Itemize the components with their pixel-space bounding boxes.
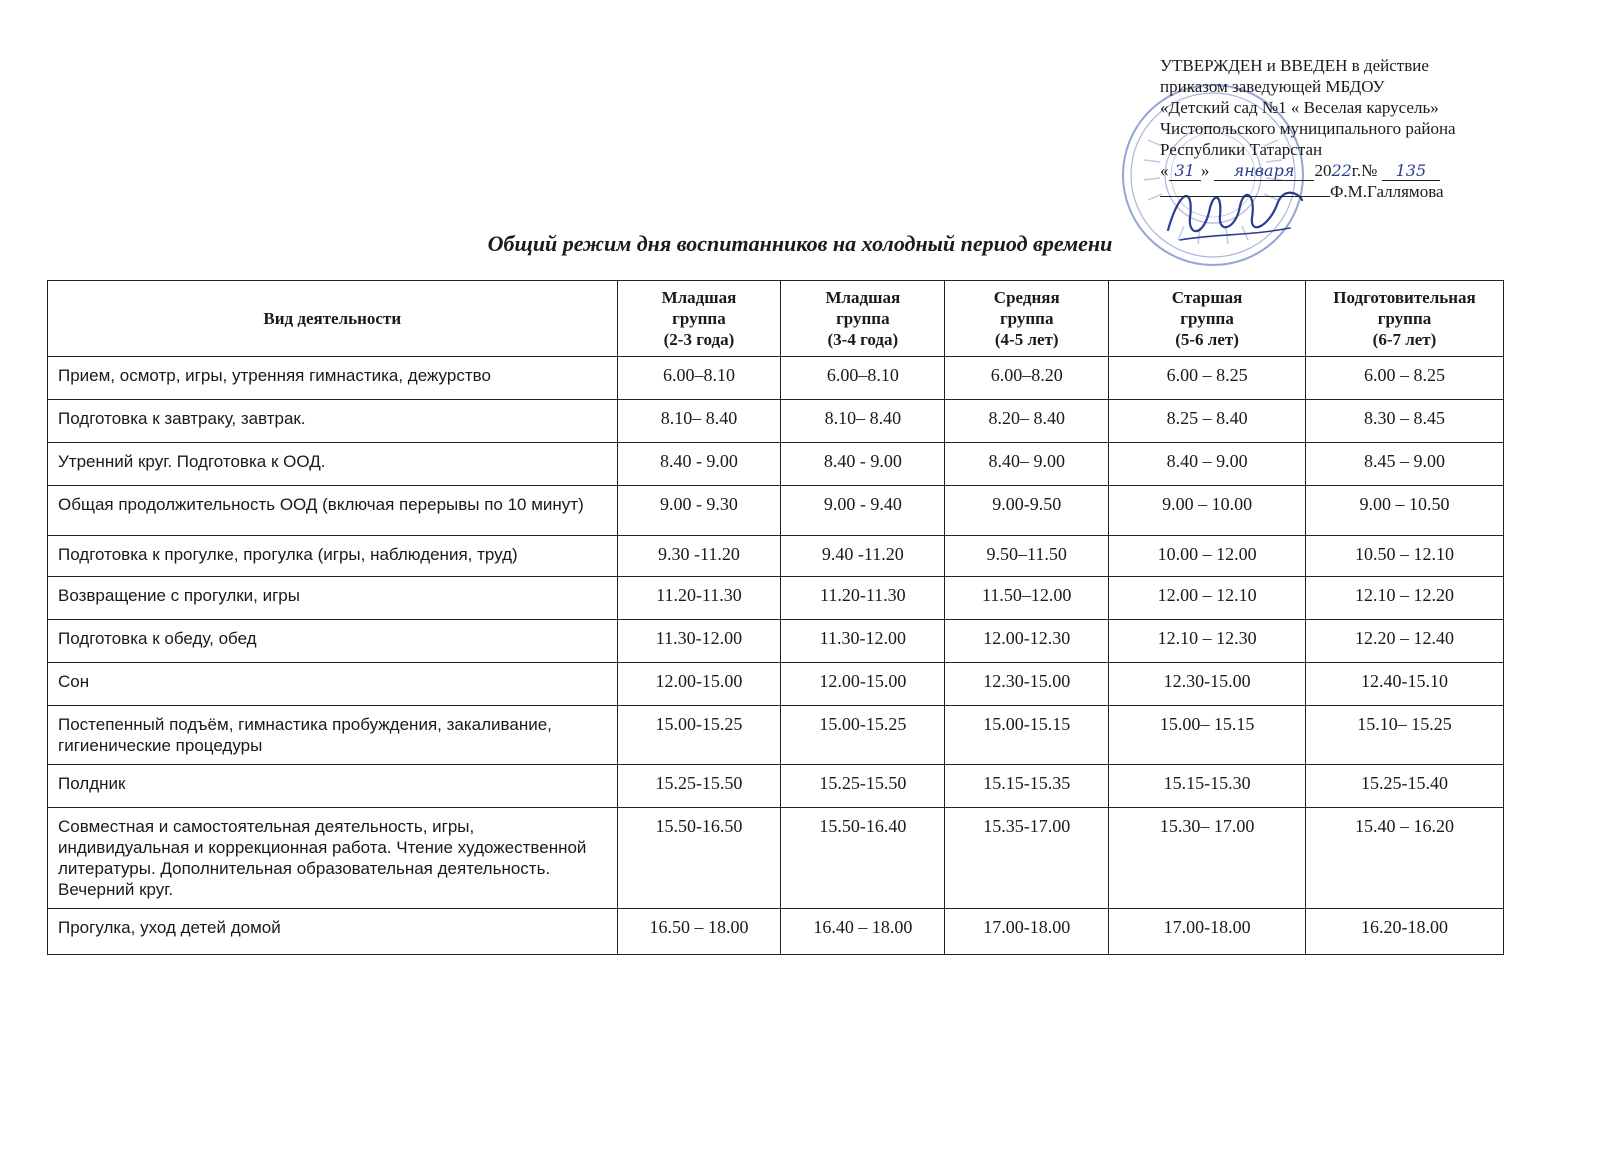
approval-line-2: приказом заведующей МБДОУ bbox=[1160, 77, 1385, 96]
time-cell: 8.25 – 8.40 bbox=[1109, 400, 1306, 443]
time-cell: 12.10 – 12.30 bbox=[1109, 620, 1306, 663]
time-cell: 9.00 – 10.00 bbox=[1109, 486, 1306, 536]
time-cell: 8.10– 8.40 bbox=[617, 400, 781, 443]
time-cell: 12.00-15.00 bbox=[617, 663, 781, 706]
document-title: Общий режим дня воспитанников на холодный период времени bbox=[487, 231, 1113, 256]
time-cell: 15.40 – 16.20 bbox=[1306, 808, 1504, 909]
approval-line-4: Чистопольского муниципального района bbox=[1160, 119, 1456, 138]
time-cell: 12.30-15.00 bbox=[1109, 663, 1306, 706]
time-cell: 15.50-16.40 bbox=[781, 808, 945, 909]
table-row bbox=[48, 909, 1504, 955]
time-cell: 12.00-12.30 bbox=[945, 620, 1109, 663]
activity-cell: Прогулка, уход детей домой bbox=[48, 909, 618, 955]
table-row bbox=[48, 536, 1504, 577]
time-cell: 15.10– 15.25 bbox=[1306, 706, 1504, 765]
time-cell: 11.50–12.00 bbox=[945, 577, 1109, 620]
header-row bbox=[48, 281, 1504, 357]
header-group-6-7: Подготовительная группа (6-7 лет) bbox=[1306, 281, 1504, 357]
table-row bbox=[48, 400, 1504, 443]
time-cell: 8.45 – 9.00 bbox=[1306, 443, 1504, 486]
time-cell: 12.00 – 12.10 bbox=[1109, 577, 1306, 620]
header-activity: Вид деятельности bbox=[48, 281, 618, 357]
time-cell: 10.00 – 12.00 bbox=[1109, 536, 1306, 577]
activity-cell: Утренний круг. Подготовка к ООД. bbox=[48, 443, 618, 486]
time-cell: 12.30-15.00 bbox=[945, 663, 1109, 706]
signature-blank bbox=[1160, 181, 1330, 197]
time-cell: 8.40– 9.00 bbox=[945, 443, 1109, 486]
time-cell: 15.25-15.50 bbox=[617, 765, 781, 808]
table-row bbox=[48, 486, 1504, 536]
approval-line-1: УТВЕРЖДЕН и ВВЕДЕН в действие bbox=[1160, 56, 1429, 75]
table-row bbox=[48, 620, 1504, 663]
time-cell: 16.20-18.00 bbox=[1306, 909, 1504, 955]
time-cell: 17.00-18.00 bbox=[945, 909, 1109, 955]
time-cell: 11.20-11.30 bbox=[617, 577, 781, 620]
time-cell: 9.00 – 10.50 bbox=[1306, 486, 1504, 536]
time-cell: 15.35-17.00 bbox=[945, 808, 1109, 909]
date-month: января bbox=[1214, 161, 1315, 181]
table-row bbox=[48, 663, 1504, 706]
year-tail: г.№ bbox=[1351, 161, 1378, 180]
time-cell: 15.00-15.25 bbox=[781, 706, 945, 765]
activity-cell: Прием, осмотр, игры, утренняя гимнастика, дежурство bbox=[48, 357, 618, 400]
time-cell: 9.00-9.50 bbox=[945, 486, 1109, 536]
time-cell: 6.00–8.20 bbox=[945, 357, 1109, 400]
approval-line-5: Республики Татарстан bbox=[1160, 140, 1323, 159]
time-cell: 16.40 – 18.00 bbox=[781, 909, 945, 955]
activity-cell: Возвращение с прогулки, игры bbox=[48, 577, 618, 620]
time-cell: 12.00-15.00 bbox=[781, 663, 945, 706]
table-row bbox=[48, 443, 1504, 486]
header-group-3-4: Младшая группа (3-4 года) bbox=[781, 281, 945, 357]
table-row bbox=[48, 577, 1504, 620]
time-cell: 6.00 – 8.25 bbox=[1109, 357, 1306, 400]
time-cell: 15.00-15.15 bbox=[945, 706, 1109, 765]
activity-cell: Сон bbox=[48, 663, 618, 706]
time-cell: 15.50-16.50 bbox=[617, 808, 781, 909]
time-cell: 15.15-15.35 bbox=[945, 765, 1109, 808]
time-cell: 15.25-15.50 bbox=[781, 765, 945, 808]
time-cell: 8.30 – 8.45 bbox=[1306, 400, 1504, 443]
time-cell: 10.50 – 12.10 bbox=[1306, 536, 1504, 577]
table-row bbox=[48, 357, 1504, 400]
year-suffix: 22 bbox=[1331, 161, 1352, 180]
schedule-body bbox=[48, 357, 1504, 955]
time-cell: 15.00-15.25 bbox=[617, 706, 781, 765]
time-cell: 16.50 – 18.00 bbox=[617, 909, 781, 955]
year-prefix: 20 bbox=[1314, 161, 1332, 180]
time-cell: 8.20– 8.40 bbox=[945, 400, 1109, 443]
time-cell: 8.10– 8.40 bbox=[781, 400, 945, 443]
date-day: 31 bbox=[1169, 161, 1201, 181]
time-cell: 9.50–11.50 bbox=[945, 536, 1109, 577]
table-row bbox=[48, 765, 1504, 808]
activity-cell: Общая продолжительность ООД (включая перерывы по 10 минут) bbox=[48, 486, 618, 536]
time-cell: 9.00 - 9.30 bbox=[617, 486, 781, 536]
date-close-quote: » bbox=[1200, 161, 1210, 180]
header-group-4-5: Средняя группа (4-5 лет) bbox=[945, 281, 1109, 357]
time-cell: 11.30-12.00 bbox=[617, 620, 781, 663]
time-cell: 12.40-15.10 bbox=[1306, 663, 1504, 706]
time-cell: 11.20-11.30 bbox=[781, 577, 945, 620]
time-cell: 6.00 – 8.25 bbox=[1306, 357, 1504, 400]
activity-cell: Подготовка к обеду, обед bbox=[48, 620, 618, 663]
time-cell: 9.30 -11.20 bbox=[617, 536, 781, 577]
time-cell: 8.40 - 9.00 bbox=[781, 443, 945, 486]
time-cell: 6.00–8.10 bbox=[781, 357, 945, 400]
time-cell: 9.00 - 9.40 bbox=[781, 486, 945, 536]
time-cell: 15.15-15.30 bbox=[1109, 765, 1306, 808]
header-group-2-3: Младшая группа (2-3 года) bbox=[617, 281, 781, 357]
header-group-5-6: Старшая группа (5-6 лет) bbox=[1109, 281, 1306, 357]
time-cell: 15.30– 17.00 bbox=[1109, 808, 1306, 909]
time-cell: 12.10 – 12.20 bbox=[1306, 577, 1504, 620]
time-cell: 8.40 – 9.00 bbox=[1109, 443, 1306, 486]
time-cell: 6.00–8.10 bbox=[617, 357, 781, 400]
time-cell: 15.25-15.40 bbox=[1306, 765, 1504, 808]
time-cell: 17.00-18.00 bbox=[1109, 909, 1306, 955]
time-cell: 11.30-12.00 bbox=[781, 620, 945, 663]
head-name: Ф.М.Галлямова bbox=[1330, 182, 1444, 201]
schedule-table bbox=[47, 280, 1504, 955]
order-number: 135 bbox=[1382, 161, 1441, 181]
time-cell: 9.40 -11.20 bbox=[781, 536, 945, 577]
table-row bbox=[48, 808, 1504, 909]
activity-cell: Полдник bbox=[48, 765, 618, 808]
time-cell: 12.20 – 12.40 bbox=[1306, 620, 1504, 663]
time-cell: 8.40 - 9.00 bbox=[617, 443, 781, 486]
approval-head-line bbox=[1160, 181, 1580, 202]
time-cell: 15.00– 15.15 bbox=[1109, 706, 1306, 765]
activity-cell: Совместная и самостоятельная деятельность, игры, индивидуальная и коррекционная работа. Чтение художественной литературы. Дополнительная образовательная деятельность. Вечерний круг. bbox=[48, 808, 618, 909]
approval-line-3: «Детский сад №1 « Веселая карусель» bbox=[1160, 98, 1439, 117]
activity-cell: Постепенный подъём, гимнастика пробуждения, закаливание, гигиенические процедуры bbox=[48, 706, 618, 765]
approval-block bbox=[1160, 55, 1580, 202]
activity-cell: Подготовка к завтраку, завтрак. bbox=[48, 400, 618, 443]
approval-date-line bbox=[1160, 160, 1580, 181]
table-row bbox=[48, 706, 1504, 765]
date-open-quote: « bbox=[1160, 161, 1169, 180]
activity-cell: Подготовка к прогулке, прогулка (игры, наблюдения, труд) bbox=[48, 536, 618, 577]
